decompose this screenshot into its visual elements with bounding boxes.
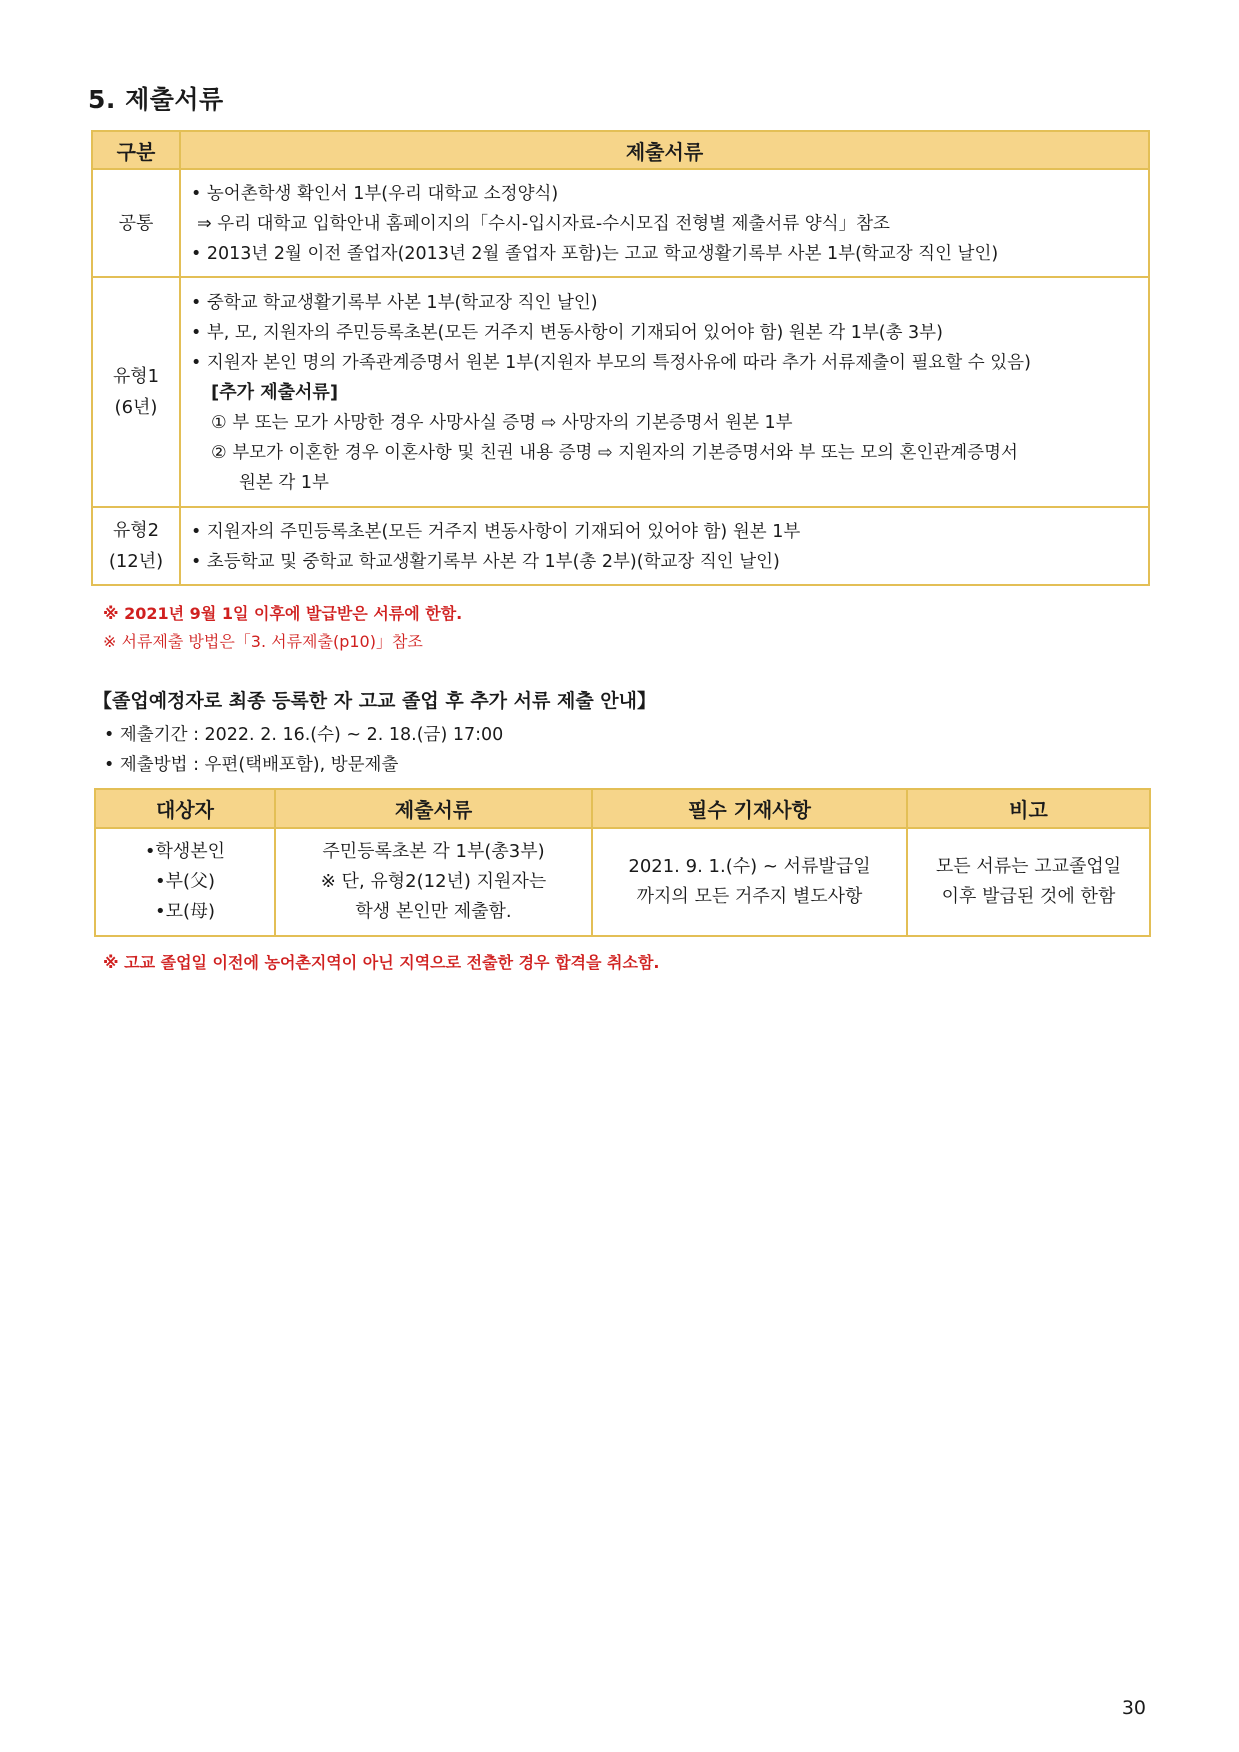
submission-method: • 제출방법 : 우편(택배포함), 방문제출	[104, 755, 399, 775]
documents-line: ※ 단, 유형2(12년) 지원자는	[320, 871, 547, 892]
header-required: 필수 기재사항	[592, 789, 907, 828]
target-cell	[95, 828, 275, 936]
category-label: 유형1	[112, 366, 160, 387]
category-label: 공통	[118, 212, 154, 234]
table-row	[95, 828, 1150, 936]
graduation-notice-title: 【졸업예정자로 최종 등록한 자 고교 졸업 후 추가 서류 제출 안내】	[93, 690, 656, 712]
document-line: • 초등학교 및 중학교 학교생활기록부 사본 각 1부(총 2부)(학교장 직인 날인)	[191, 551, 780, 572]
table-header-row	[92, 131, 1149, 169]
header-target: 대상자	[95, 789, 275, 828]
category-sublabel: (12년)	[108, 551, 164, 572]
header-remarks: 비고	[907, 789, 1150, 828]
documents-line: 주민등록초본 각 1부(총3부)	[322, 841, 545, 862]
document-line: • 2013년 2월 이전 졸업자(2013년 2월 졸업자 포함)는 고교 학교생활기록부 사본 1부(학교장 직인 날인)	[191, 243, 999, 264]
header-category: 구분	[92, 131, 180, 169]
post-graduation-documents-table	[94, 788, 1151, 937]
additional-document-item: ② 부모가 이혼한 경우 이혼사항 및 친권 내용 증명 ⇨ 지원자의 기본증명서와 부 또는 모의 혼인관계증명서	[211, 442, 1018, 463]
table-row-common	[92, 169, 1149, 277]
issue-date-note: ※ 2021년 9월 1일 이후에 발급받은 서류에 한함.	[103, 604, 463, 623]
target-item: •부(父)	[154, 871, 216, 892]
required-cell	[592, 828, 907, 936]
target-item: •모(母)	[154, 901, 216, 922]
document-line: • 중학교 학교생활기록부 사본 1부(학교장 직인 날인)	[191, 292, 598, 313]
cancellation-warning: ※ 고교 졸업일 이전에 농어촌지역이 아닌 지역으로 전출한 경우 합격을 취소함.	[103, 953, 660, 972]
category-cell	[92, 169, 180, 277]
submission-period: • 제출기간 : 2022. 2. 16.(수) ~ 2. 18.(금) 17:00	[104, 725, 504, 745]
category-sublabel: (6년)	[114, 397, 158, 418]
remarks-line: 모든 서류는 고교졸업일	[935, 856, 1122, 877]
additional-document-item-continued: 원본 각 1부	[239, 472, 329, 493]
section-title: 5. 제출서류	[88, 85, 224, 114]
target-item: •학생본인	[144, 841, 226, 862]
page-number: 30	[1121, 1697, 1146, 1719]
submission-method-note: ※ 서류제출 방법은「3. 서류제출(p10)」참조	[103, 632, 423, 651]
required-line: 2021. 9. 1.(수) ~ 서류발급일	[628, 856, 871, 877]
header-documents: 제출서류	[275, 789, 592, 828]
documents-line: 학생 본인만 제출함.	[355, 901, 512, 922]
remarks-cell	[907, 828, 1150, 936]
document-line: • 지원자의 주민등록초본(모든 거주지 변동사항이 기재되어 있어야 함) 원본 1부	[191, 521, 801, 542]
document-line: • 지원자 본인 명의 가족관계증명서 원본 1부(지원자 부모의 특정사유에 따라 추가 서류제출이 필요할 수 있음)	[191, 352, 1031, 373]
document-line: • 농어촌학생 확인서 1부(우리 대학교 소정양식)	[191, 183, 559, 204]
submission-documents-table	[91, 130, 1150, 586]
header-documents: 제출서류	[180, 131, 1149, 169]
document-line: ⇒ 우리 대학교 입학안내 홈페이지의「수시-입시자료-수시모집 전형별 제출서류 양식」참조	[197, 213, 890, 234]
remarks-line: 이후 발급된 것에 한함	[941, 886, 1116, 907]
table-header-row	[95, 789, 1150, 828]
documents-cell	[180, 277, 1149, 507]
category-cell	[92, 507, 180, 585]
category-cell	[92, 277, 180, 507]
required-line: 까지의 모든 거주지 별도사항	[636, 886, 863, 907]
additional-document-item: ① 부 또는 모가 사망한 경우 사망사실 증명 ⇨ 사망자의 기본증명서 원본 1부	[211, 412, 793, 433]
document-line: • 부, 모, 지원자의 주민등록초본(모든 거주지 변동사항이 기재되어 있어야 함) 원본 각 1부(총 3부)	[191, 322, 943, 343]
documents-cell	[180, 169, 1149, 277]
documents-cell	[275, 828, 592, 936]
additional-documents-heading: [추가 제출서류]	[211, 381, 339, 403]
table-row-type1	[92, 277, 1149, 507]
table-row-type2	[92, 507, 1149, 585]
documents-cell	[180, 507, 1149, 585]
category-label: 유형2	[112, 520, 160, 541]
